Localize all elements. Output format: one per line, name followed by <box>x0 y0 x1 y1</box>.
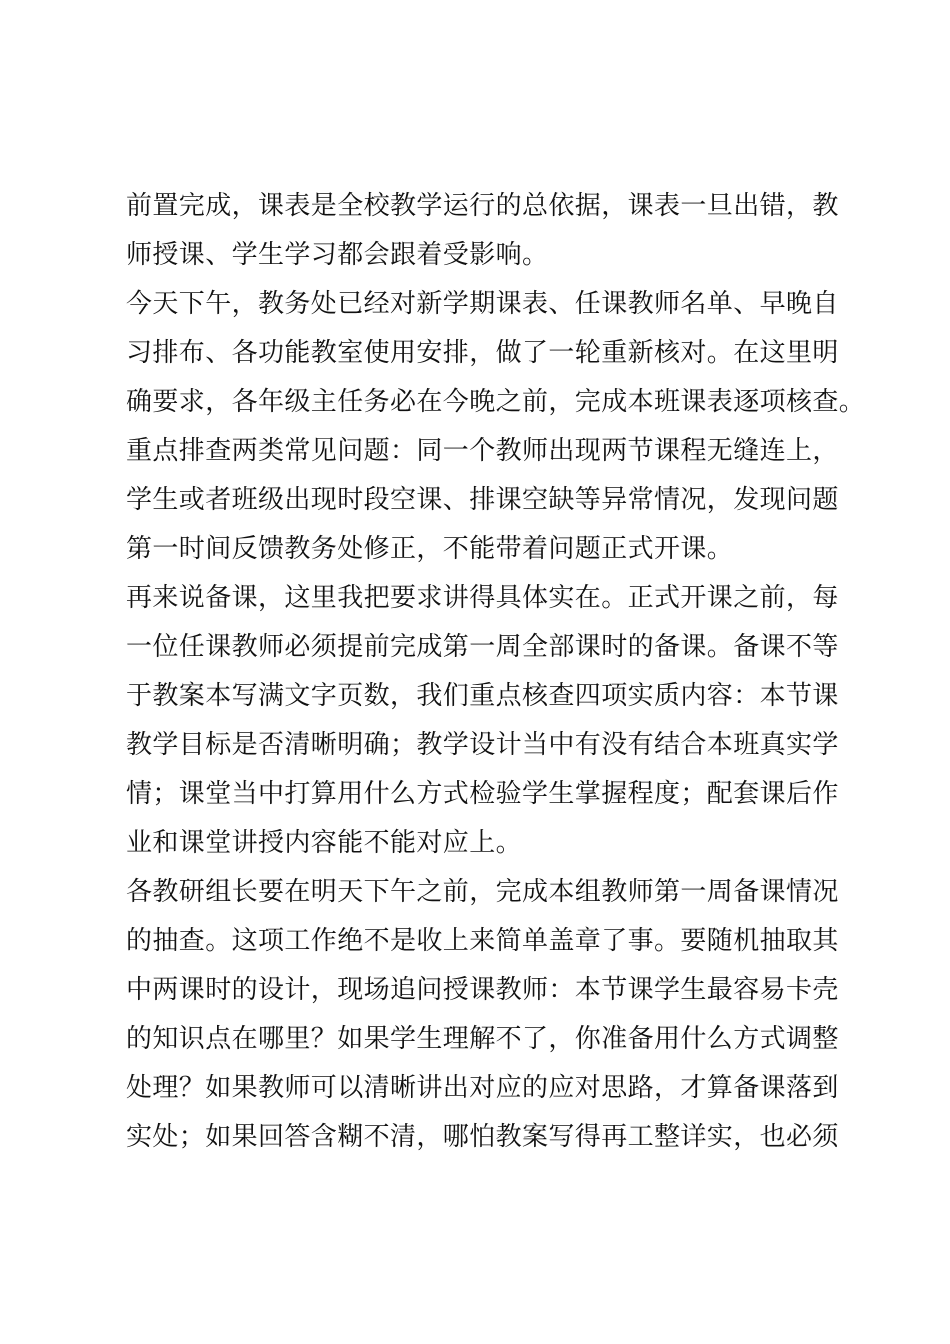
text-line: 教学目标是否清晰明确；教学设计当中有没有结合本班真实学 <box>126 730 839 760</box>
document-body <box>126 182 866 1162</box>
text-line: 前置完成，课表是全校教学运行的总依据，课表一旦出错，教 <box>126 191 839 221</box>
text-line: 于教案本写满文字页数，我们重点核查四项实质内容：本节课 <box>126 681 839 711</box>
text-line: 师授课、学生学习都会跟着受影响。 <box>126 240 549 270</box>
text-line: 一位任课教师必须提前完成第一周全部课时的备课。备课不等 <box>126 632 839 662</box>
paragraph-2 <box>126 280 866 574</box>
paragraph-4 <box>126 868 839 1162</box>
text-line: 业和课堂讲授内容能不能对应上。 <box>126 828 523 858</box>
text-line: 确要求，各年级主任务必在今晚之前，完成本班课表逐项核查。 <box>126 387 866 417</box>
text-line: 今天下午，教务处已经对新学期课表、任课教师名单、早晚自 <box>126 289 839 319</box>
text-line: 习排布、各功能教室使用安排，做了一轮重新核对。在这里明 <box>126 338 839 368</box>
text-line: 的抽查。这项工作绝不是收上来简单盖章了事。要随机抽取其 <box>126 926 839 956</box>
text-line: 情；课堂当中打算用什么方式检验学生掌握程度；配套课后作 <box>126 779 839 809</box>
paragraph-3 <box>126 574 839 868</box>
text-line: 各教研组长要在明天下午之前，完成本组教师第一周备课情况 <box>126 877 839 907</box>
text-line: 再来说备课，这里我把要求讲得具体实在。正式开课之前，每 <box>126 583 839 613</box>
paragraph-1 <box>126 182 839 280</box>
text-line: 重点排查两类常见问题：同一个教师出现两节课程无缝连上， <box>126 436 839 466</box>
text-line: 第一时间反馈教务处修正，不能带着问题正式开课。 <box>126 534 734 564</box>
text-line: 中两课时的设计，现场追问授课教师：本节课学生最容易卡壳 <box>126 975 839 1005</box>
text-line: 的知识点在哪里？如果学生理解不了，你准备用什么方式调整 <box>126 1024 839 1054</box>
text-line: 实处；如果回答含糊不清，哪怕教案写得再工整详实，也必须 <box>126 1122 839 1152</box>
text-line: 学生或者班级出现时段空课、排课空缺等异常情况，发现问题 <box>126 485 839 515</box>
text-line: 处理？如果教师可以清晰讲出对应的应对思路，才算备课落到 <box>126 1073 839 1103</box>
